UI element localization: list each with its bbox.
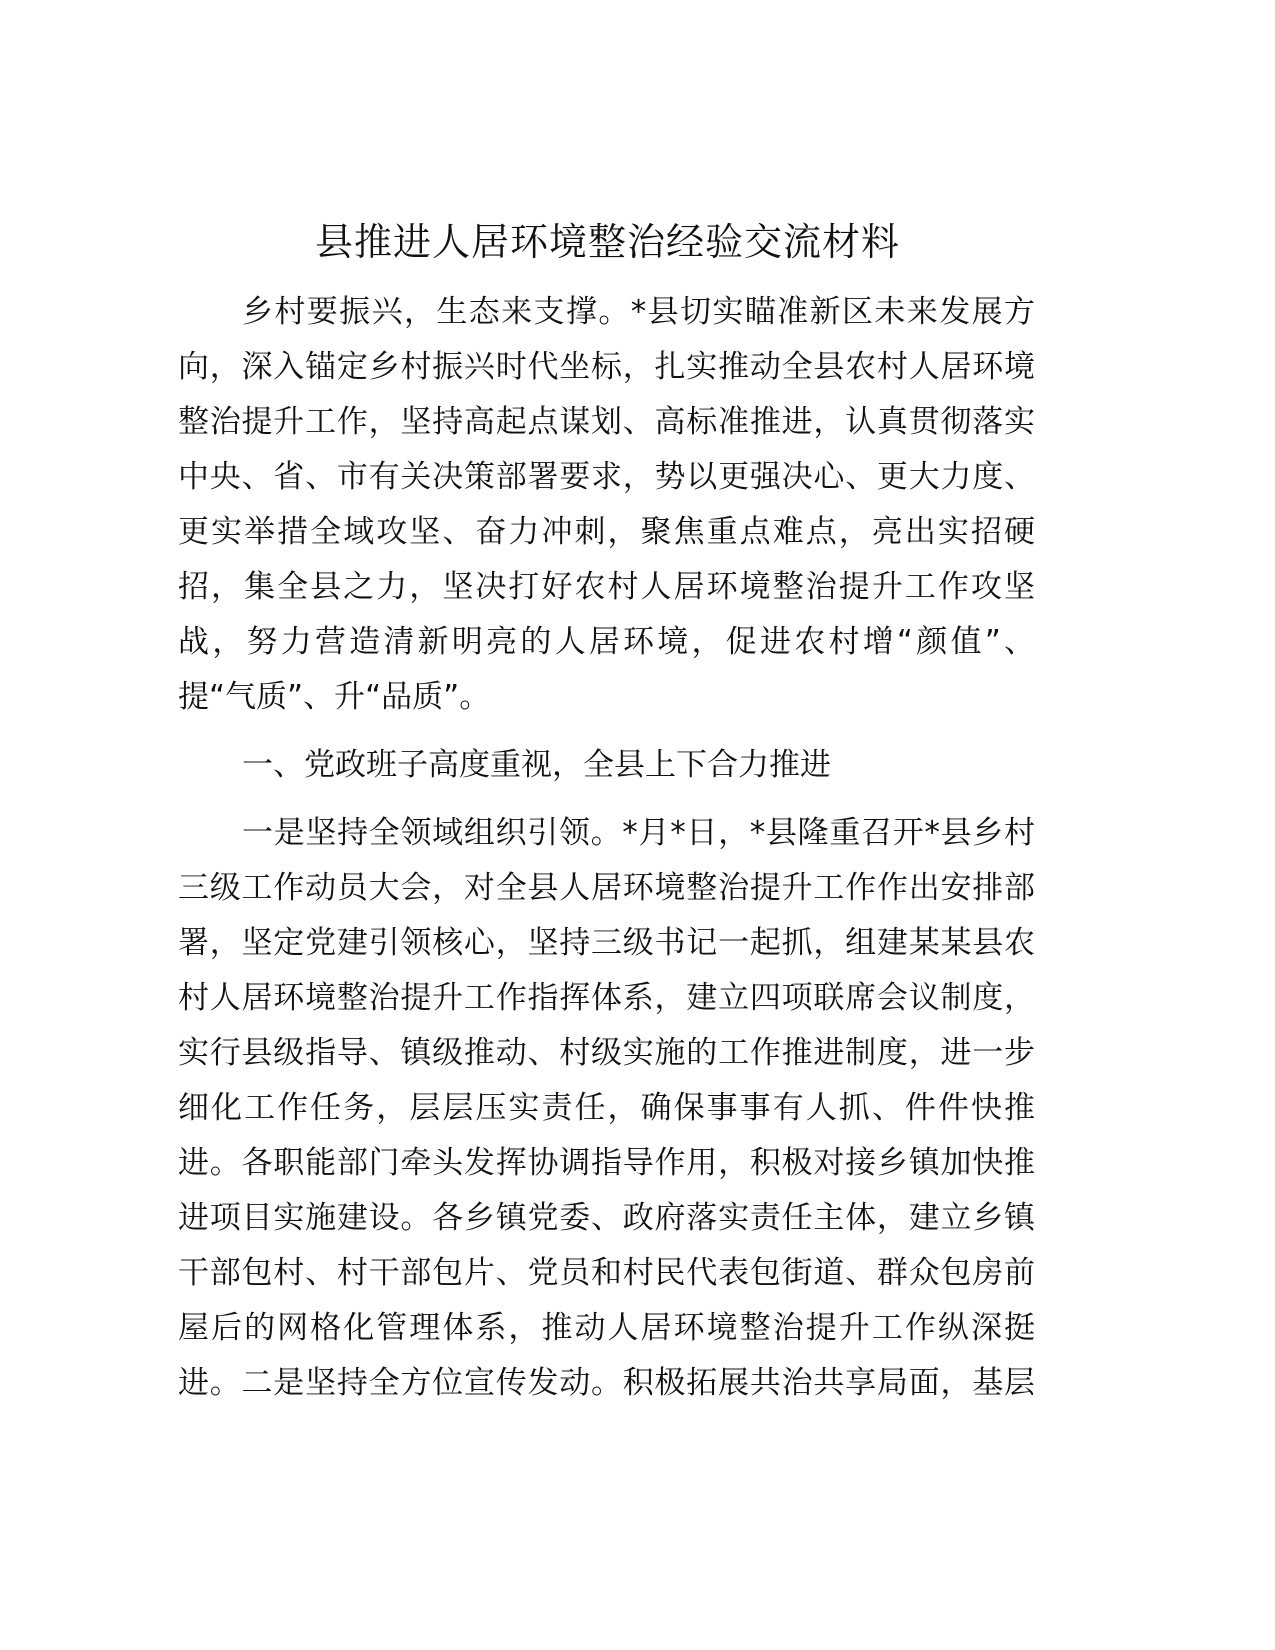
text-line: 中央、省、市有关决策部署要求，势以更强决心、更大力度、 (178, 459, 1035, 495)
text-line: 向，深入锚定乡村振兴时代坐标，扎实推动全县农村人居环境 (178, 349, 1035, 385)
text-line: 战，努力营造清新明亮的人居环境，促进农村增“颜值”、 (178, 624, 1035, 660)
paragraph-section-1 (178, 806, 1035, 1411)
section-heading (178, 738, 1035, 793)
text-line: 乡村要振兴，生态来支撑。*县切实瞄准新区未来发展方 (242, 294, 1035, 330)
text-line: 干部包村、村干部包片、党员和村民代表包街道、群众包房前 (178, 1255, 1035, 1291)
text-line: 进。各职能部门牵头发挥协调指导作用，积极对接乡镇加快推 (178, 1145, 1035, 1181)
heading-text: 一、党政班子高度重视，全县上下合力推进 (242, 747, 831, 783)
text-line: 细化工作任务，层层压实责任，确保事事有人抓、件件快推 (178, 1090, 1035, 1126)
paragraph-intro (178, 285, 1035, 725)
text-line: 进项目实施建设。各乡镇党委、政府落实责任主体，建立乡镇 (178, 1200, 1035, 1236)
text-line: 更实举措全域攻坚、奋力冲刺，聚焦重点难点，亮出实招硬 (178, 514, 1035, 550)
document-title: 县推进人居环境整治经验交流材料 (314, 220, 900, 264)
text-line: 三级工作动员大会，对全县人居环境整治提升工作作出安排部 (178, 870, 1035, 906)
text-line: 招，集全县之力，坚决打好农村人居环境整治提升工作攻坚 (178, 569, 1035, 605)
text-line: 屋后的网格化管理体系，推动人居环境整治提升工作纵深挺 (178, 1310, 1035, 1346)
text-line: 实行县级指导、镇级推动、村级实施的工作推进制度，进一步 (178, 1035, 1035, 1071)
text-line: 提“气质”、升“品质”。 (178, 679, 491, 715)
text-line: 一是坚持全领域组织引领。*月*日，*县隆重召开*县乡村 (242, 815, 1035, 851)
text-line: 村人居环境整治提升工作指挥体系，建立四项联席会议制度， (178, 980, 1035, 1016)
text-line: 署，坚定党建引领核心，坚持三级书记一起抓，组建某某县农 (178, 925, 1035, 961)
text-line: 整治提升工作，坚持高起点谋划、高标准推进，认真贯彻落实 (178, 404, 1035, 440)
text-line: 进。二是坚持全方位宣传发动。积极拓展共治共享局面，基层 (178, 1365, 1035, 1401)
